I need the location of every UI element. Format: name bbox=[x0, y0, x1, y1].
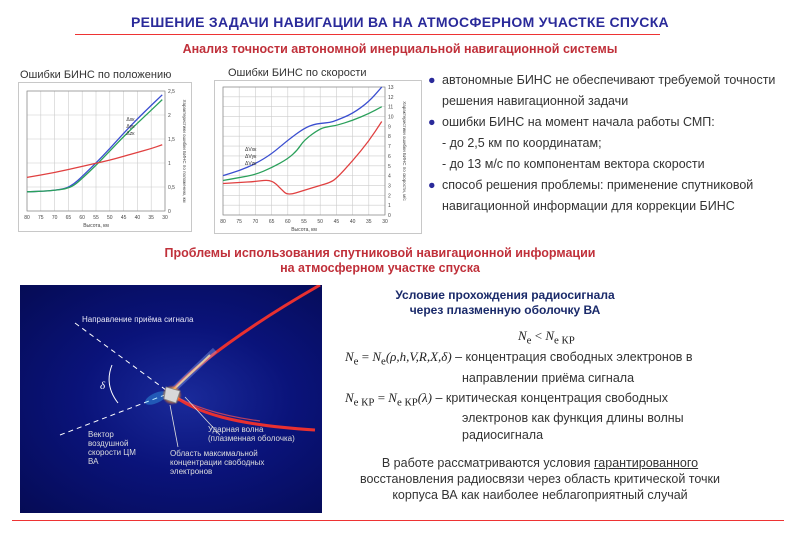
y-tick-label: 11 bbox=[388, 104, 394, 111]
x-tick-label: 35 bbox=[366, 219, 372, 225]
series-line bbox=[27, 145, 162, 178]
y-tick-label: 7 bbox=[388, 144, 391, 151]
x-tick-label: 60 bbox=[285, 219, 291, 225]
x-tick-label: 45 bbox=[333, 219, 340, 225]
page-title: РЕШЕНИЕ ЗАДАЧИ НАВИГАЦИИ ВА НА АТМОСФЕРНОМ УЧАСТКЕ СПУСКА bbox=[131, 14, 669, 30]
underlined-term: гарантированного bbox=[594, 456, 699, 470]
y-axis-label: Характеристики ошибки БИНС по положению, км bbox=[182, 99, 187, 203]
delta-label: δ bbox=[100, 380, 106, 392]
plasma-illustration bbox=[20, 285, 322, 513]
y-tick-label: 0 bbox=[388, 213, 391, 219]
x-tick-label: 30 bbox=[382, 219, 388, 225]
y-tick-label: 2 bbox=[388, 193, 391, 200]
series-line bbox=[223, 107, 382, 181]
signal-direction-line bbox=[75, 323, 170, 393]
x-tick-label: 75 bbox=[38, 215, 44, 221]
y-tick-label: 2 bbox=[168, 113, 171, 119]
title-divider bbox=[75, 34, 660, 35]
velocity-vector-label: Вектор воздушной скорости ЦМ ВА bbox=[88, 430, 136, 466]
position-chart bbox=[19, 83, 191, 231]
series-line bbox=[27, 95, 162, 192]
y-tick-label: 1 bbox=[388, 203, 391, 210]
y-tick-label: 1,5 bbox=[168, 137, 175, 143]
position-chart-panel bbox=[18, 82, 192, 232]
x-tick-label: 75 bbox=[236, 219, 242, 225]
y-tick-label: 0,5 bbox=[168, 185, 175, 191]
bullet-list bbox=[428, 70, 798, 217]
condition-title-line: Условие прохождения радиосигнала bbox=[395, 288, 615, 302]
y-tick-label: 0 bbox=[168, 209, 171, 215]
critical-formula: $N_{e КР} = N_{e КР}(\lambda)$ – критическая концентрация свободных bbox=[345, 390, 668, 409]
y-axis-label: Характеристики ошибки БИНС по скорости, м/с bbox=[402, 101, 407, 201]
legend-label: ΔVук bbox=[245, 154, 257, 160]
x-axis-label: Высота, км bbox=[83, 223, 109, 229]
bullet-item bbox=[428, 70, 798, 112]
bullet-dot-icon: ● bbox=[428, 73, 436, 87]
bullet-item bbox=[428, 112, 798, 133]
velocity-chart-caption: Ошибки БИНС по скорости bbox=[228, 67, 367, 79]
y-tick-label: 1 bbox=[168, 161, 171, 167]
x-tick-label: 65 bbox=[268, 219, 275, 225]
x-tick-label: 80 bbox=[24, 215, 30, 221]
bullet-text: способ решения проблемы: применение спутниковой навигационной информации для коррекции БИНС bbox=[442, 178, 754, 213]
x-axis-label: Высота, км bbox=[291, 227, 317, 233]
section-heading bbox=[0, 246, 760, 276]
y-tick-label: 12 bbox=[388, 94, 394, 101]
bullet-subitem: - до 2,5 км по координатам; bbox=[442, 136, 602, 150]
y-tick-label: 10 bbox=[388, 114, 394, 121]
bullet-text: автономные БИНС не обеспечивают требуемой точности решения навигационной задачи bbox=[442, 73, 776, 108]
y-tick-label: 3 bbox=[388, 183, 391, 190]
x-tick-label: 65 bbox=[65, 215, 72, 221]
y-tick-label: 9 bbox=[388, 124, 391, 131]
x-tick-label: 70 bbox=[51, 215, 58, 221]
bullet-dot-icon: ● bbox=[428, 178, 436, 192]
electron-area-label: Область максимальной концентрации свободных электронов bbox=[170, 449, 265, 476]
signal-direction-label: Направление приёма сигнала bbox=[82, 315, 194, 324]
y-tick-label: 2,5 bbox=[168, 89, 175, 95]
legend-label: Δхк bbox=[126, 117, 135, 123]
x-tick-label: 80 bbox=[220, 219, 226, 225]
x-tick-label: 60 bbox=[79, 215, 85, 221]
position-chart-caption: Ошибки БИНС по положению bbox=[20, 69, 172, 81]
legend-label: ΔVхк bbox=[245, 147, 257, 153]
y-tick-label: 4 bbox=[388, 173, 391, 180]
shock-wave-curve bbox=[170, 285, 320, 430]
x-tick-label: 50 bbox=[317, 219, 323, 225]
section-heading-line: Проблемы использования спутниковой навигационной информации bbox=[164, 246, 596, 260]
x-tick-label: 50 bbox=[107, 215, 113, 221]
x-tick-label: 70 bbox=[252, 219, 259, 225]
legend-label: Δук bbox=[126, 124, 135, 130]
critical-description: электронов как функция длины волны радиосигнала bbox=[462, 411, 684, 442]
y-tick-label: 6 bbox=[388, 153, 391, 160]
y-tick-label: 5 bbox=[388, 163, 391, 170]
x-tick-label: 55 bbox=[301, 219, 307, 225]
section-heading-line: на атмосферном участке спуска bbox=[280, 261, 480, 275]
velocity-chart-panel bbox=[214, 80, 422, 234]
x-tick-label: 40 bbox=[349, 219, 356, 225]
y-tick-label: 13 bbox=[388, 85, 394, 91]
legend-label: ΔVzк bbox=[245, 161, 257, 167]
inequality-formula: $N_e < N_{e КР}$ bbox=[518, 328, 575, 347]
x-tick-label: 55 bbox=[93, 215, 99, 221]
bullet-item bbox=[428, 175, 798, 217]
conclusion-text: В работе рассматриваются условия гарантированного восстановления радиосвязи через область критической точки корпуса ВА как наиболее неблагоприятный случай bbox=[359, 456, 721, 502]
condition-title bbox=[345, 288, 665, 318]
concentration-description: направлении приёма сигнала bbox=[462, 371, 635, 385]
bullet-text: ошибки БИНС на момент начала работы СМП: bbox=[442, 115, 715, 129]
x-tick-label: 35 bbox=[148, 215, 154, 221]
bullet-dot-icon: ● bbox=[428, 115, 436, 129]
bullet-subitem: - до 13 м/с по компонентам вектора скорости bbox=[442, 157, 705, 171]
series-line bbox=[27, 100, 162, 192]
x-tick-label: 30 bbox=[162, 215, 168, 221]
velocity-chart bbox=[215, 81, 421, 233]
x-tick-label: 40 bbox=[134, 215, 141, 221]
shock-wave-label: Ударная волна (плазменная оболочка) bbox=[208, 425, 295, 443]
x-tick-label: 45 bbox=[120, 215, 127, 221]
y-tick-label: 8 bbox=[388, 134, 391, 141]
delta-angle-arc bbox=[109, 365, 118, 403]
legend-label: Δzк bbox=[126, 131, 135, 137]
page-subtitle: Анализ точности автономной инерциальной навигационной системы bbox=[182, 42, 618, 56]
condition-title-line: через плазменную оболочку ВА bbox=[409, 303, 601, 317]
concentration-formula: $N_e = N_e(\rho,h,V,R,X,\delta)$ – концентрация свободных электронов в bbox=[345, 349, 693, 368]
bottom-divider bbox=[12, 520, 784, 521]
